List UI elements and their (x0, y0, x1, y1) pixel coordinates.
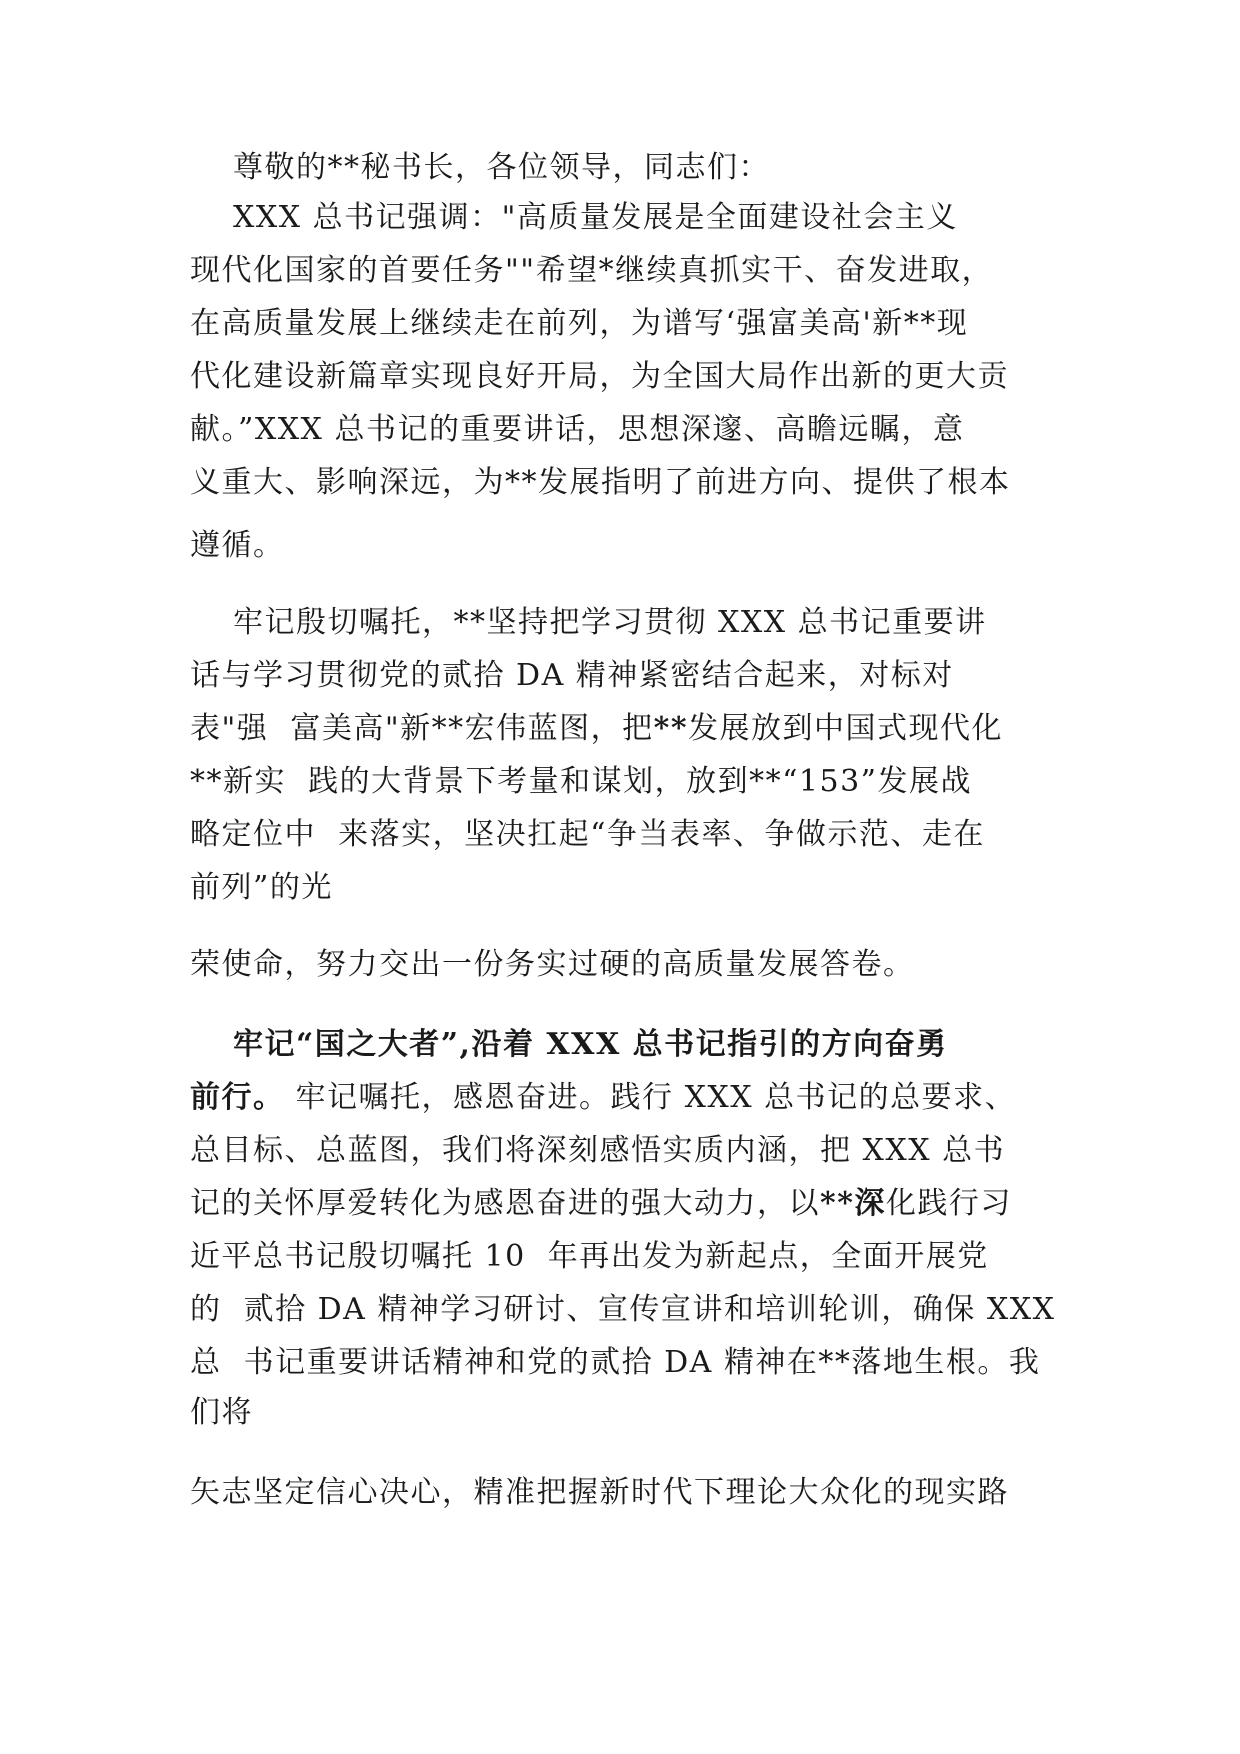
paragraph-line (190, 1184, 1012, 1224)
paragraph-line: 们将 (190, 1395, 253, 1430)
text-run: 牢记嘱托，感恩奋进。践行 XXX 总书记的总要求、 (284, 1080, 1017, 1115)
paragraph-line: 荣使命，努力交出一份务实过硬的高质量发展答卷。 (190, 947, 915, 982)
text-run: 表"强 富美高"新**宏伟蓝图，把 (190, 711, 654, 746)
text-run: 化践行习 (885, 1186, 1012, 1221)
section-heading: 牢记“国之大者”,沿着 XXX 总书记指引的方向奋勇 (233, 1027, 948, 1062)
paragraph-line: 的 贰拾 DA 精神学习研讨、宣传宣讲和培训轮训，确保 XXX (190, 1292, 1056, 1327)
bold-marker: **深 (820, 1186, 886, 1221)
text-run: 记的关怀厚爱转化为感恩奋进的强大动力，以 (190, 1186, 820, 1221)
paragraph-line: 前列”的光 (190, 870, 333, 905)
paragraph-line (190, 709, 1003, 749)
paragraph-line: 近平总书记殷切嘱托 10 年再出发为新起点，全面开展党 (190, 1239, 989, 1274)
paragraph-line: 在高质量发展上继续走在前列，为谱写‘强富美高'新**现 (190, 306, 969, 341)
paragraph-line: 代化建设新篇章实现良好开局，为全国大局作出新的更大贡 (190, 359, 1009, 394)
paragraph-line: 总 书记重要讲话精神和党的贰拾 DA 精神在**落地生根。我 (190, 1345, 1041, 1380)
paragraph-line: 献。”XXX 总书记的重要讲话，思想深邃、高瞻远瞩，意 (190, 412, 965, 447)
paragraph-line (190, 1078, 1016, 1118)
paragraph-line: 总目标、总蓝图，我们将深刻感悟实质内涵，把 XXX 总书 (190, 1133, 1006, 1168)
paragraph-line: **新实 践的大背景下考量和谋划，放到**“153”发展战 (190, 764, 973, 799)
paragraph-line: XXX 总书记强调："高质量发展是全面建设社会主义 (233, 200, 958, 235)
paragraph-line: 矢志坚定信心决心，精准把握新时代下理论大众化的现实路 (190, 1475, 1009, 1510)
paragraph-line: 遵循。 (190, 528, 285, 563)
salutation: 尊敬的**秘书长，各位领导，同志们： (233, 150, 770, 185)
paragraph-line: 现代化国家的首要任务""希望*继续真抓实干、奋发进取， (190, 253, 994, 288)
section-heading: 前行。 (190, 1080, 285, 1115)
paragraph-line: 牢记殷切嘱托，**坚持把学习贯彻 XXX 总书记重要讲 (233, 605, 987, 640)
paragraph-line: 话与学习贯彻党的贰拾 DA 精神紧密结合起来，对标对 (190, 658, 954, 693)
paragraph-line: 义重大、影响深远，为**发展指明了前进方向、提供了根本 (190, 465, 1011, 500)
bold-marker: ** (653, 711, 689, 746)
paragraph-line: 略定位中 来落实，坚决扛起“争当表率、争做示范、走在 (190, 817, 985, 852)
text-run: 发展放到中国式现代化 (688, 711, 1004, 746)
